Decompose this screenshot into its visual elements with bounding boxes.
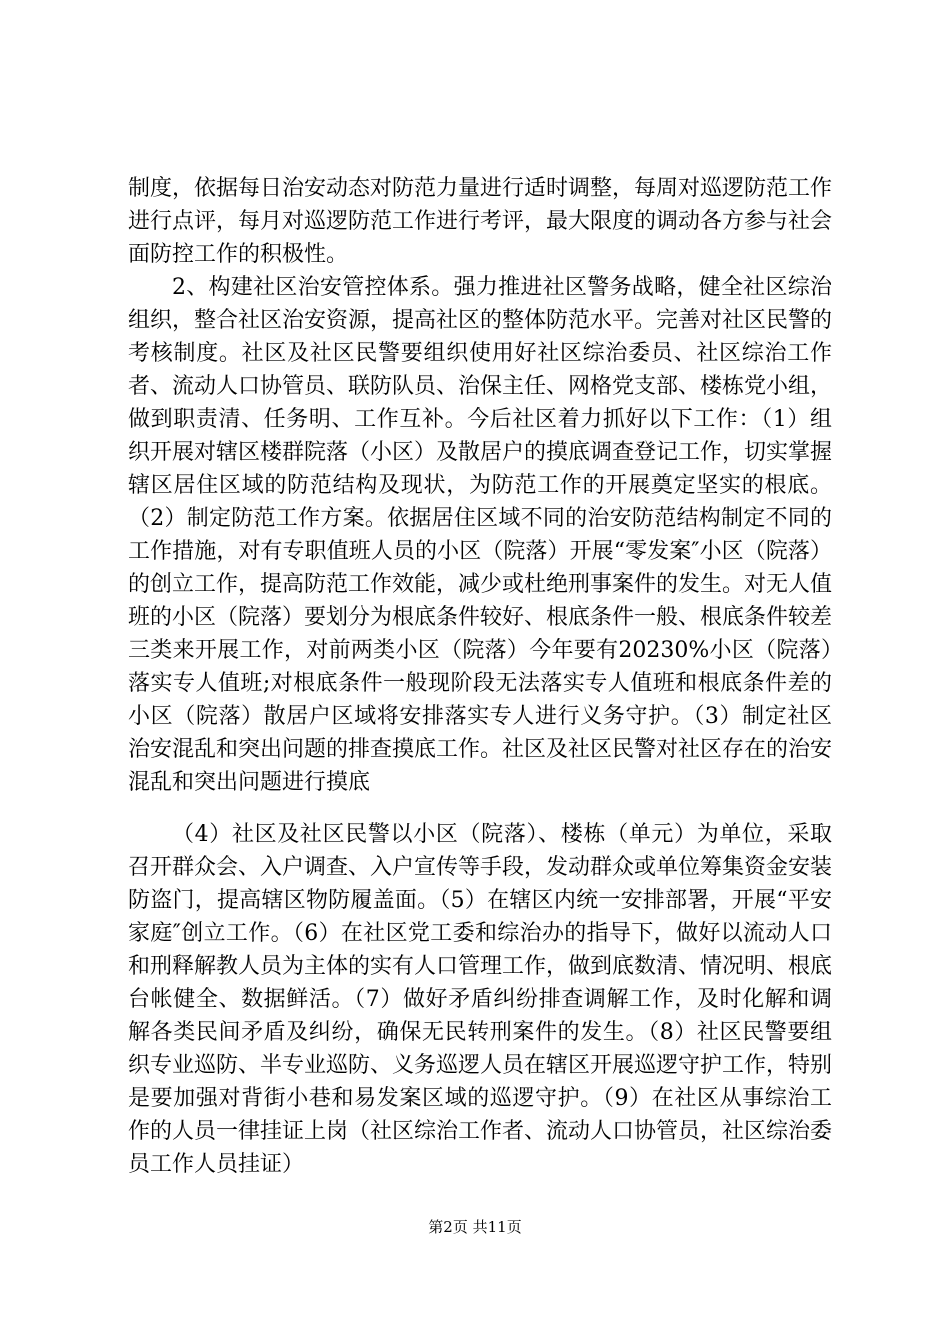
paragraph-1: 制度，依据每日治安动态对防范力量进行适时调整，每周对巡逻防范工作进行点评，每月对巡逻防范工作进行考评，最大限度的调动各方参与社会面防控工作的积极性。 — [128, 176, 833, 267]
paragraph-3: （4）社区及社区民警以小区（院落）、楼栋（单元）为单位，采取召开群众会、入户调查、入户宣传等手段，发动群众或单位筹集资金安装防盗门，提高辖区物防履盖面。（5）在辖区内统一安排部署，开展“平安家庭″创立工作。（6）在社区党工委和综治办的指导下，做好以流动人口和刑释解教人员为主体的实有人口管理工作，做到底数清、情况明、根底台帐健全、数据鲜活。（7）做好矛盾纠纷排查调解工作，及时化解和调解各类民间矛盾及纠纷，确保无民转刑案件的发生。（8）社区民警要组织专业巡防、半专业巡防、义务巡逻人员在辖区开展巡逻守护工作，特别是要加强对背街小巷和易发案区域的巡逻守护。（9）在社区从事综治工作的人员一律挂证上岗（社区综治工作者、流动人口协管员，社区综治委员工作人员挂证） — [128, 822, 833, 1177]
page-number-footer: 第2页 共11页 — [428, 1218, 522, 1236]
body-text-bottom — [128, 818, 832, 1181]
paragraph-2: 2、构建社区治安管控体系。强力推进社区警务战略，健全社区综治组织，整合社区治安资源，提高社区的整体防范水平。完善对社区民警的考核制度。社区及社区民警要组织使用好社区综治委员、社区综治工作者、流动人口协管员、联防队员、治保主任、网格党支部、楼栋党小组，做到职责清、任务明、工作互补。今后社区着力抓好以下工作：（1）组织开展对辖区楼群院落（小区）及散居户的摸底调查登记工作，切实掌握辖区居住区域的防范结构及现状，为防范工作的开展奠定坚实的根底。（2）制定防范工作方案。依据居住区域不同的治安防范结构制定不同的工作措施，对有专职值班人员的小区（院落）开展“零发案″小区（院落）的创立工作，提高防范工作效能，减少或杜绝刑事案件的发生。对无人值班的小区（院落）要划分为根底条件较好、根底条件一般、根底条件较差三类来开展工作，对前两类小区（院落）今年要有20230%小区（院落）落实专人值班;对根底条件一般现阶段无法落实专人值班和根底条件差的小区（院落）散居户区域将安排落实专人进行义务守护。（3）制定社区治安混乱和突出问题的排查摸底工作。社区及社区民警对社区存在的治安混乱和突出问题进行摸底 — [128, 275, 833, 795]
body-text-top — [128, 172, 832, 799]
